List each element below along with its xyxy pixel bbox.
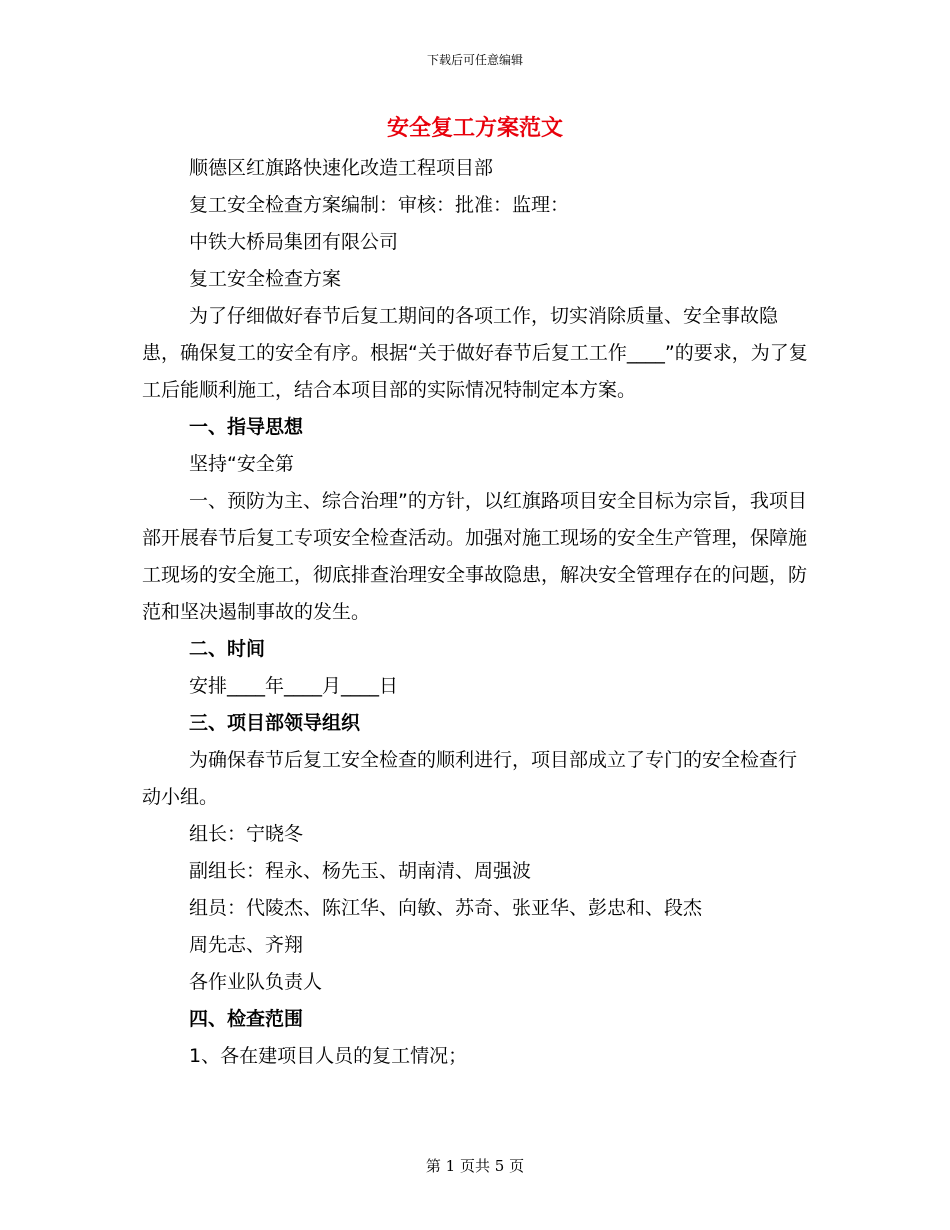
document-body [142,150,810,1075]
paragraph-policy: 一、预防为主、综合治理”的方针，以红旗路项目安全目标为宗旨，我项目部开展春节后复工专项安全检查活动。加强对施工现场的安全生产管理，保障施工现场的安全施工，彻底排查治理安全事故隐患，解决安全管理存在的问题，防范和坚决遏制事故的发生。 [142,490,808,623]
paragraph-schedule: 安排____年____月____日 [189,675,399,697]
paragraph-members: 组员：代陵杰、陈江华、向敏、苏奇、张亚华、彭忠和、段杰 [189,897,703,919]
section-heading-scope: 四、检查范围 [189,1008,304,1030]
paragraph-team-leader: 组长：宁晓冬 [189,823,304,845]
paragraph-members-continued: 周先志、齐翔 [189,934,304,956]
paragraph-intro: 为了仔细做好春节后复工期间的各项工作，切实消除质量、安全事故隐患，确保复工的安全有序。根据“关于做好春节后复工工作____”的要求，为了复工后能顺利施工，结合本项目部的实际情况特制定本方案。 [142,305,808,401]
paragraph-team-heads: 各作业队负责人 [189,971,323,993]
paragraph-scope-item-1: 1、各在建项目人员的复工情况； [189,1045,468,1067]
section-heading-time: 二、时间 [189,638,266,660]
paragraph-company: 中铁大桥局集团有限公司 [189,231,399,253]
paragraph-approval-line: 复工安全检查方案编制：审核：批准：监理： [189,194,570,216]
page-header-note: 下载后可任意编辑 [426,53,523,67]
section-heading-leadership: 三、项目部领导组织 [189,712,361,734]
page-number-footer: 第 1 页共 5 页 [425,1157,525,1175]
paragraph-project-department: 顺德区红旗路快速化改造工程项目部 [189,157,494,179]
paragraph-team-setup: 为确保春节后复工安全检查的顺利进行，项目部成立了专门的安全检查行动小组。 [142,749,798,808]
paragraph-adhere: 坚持“安全第 [189,453,294,475]
document-title: 安全复工方案范文 [386,116,563,141]
section-heading-guiding-thought: 一、指导思想 [189,416,304,438]
paragraph-plan-name: 复工安全检查方案 [189,268,342,290]
paragraph-deputy-leaders: 副组长：程永、杨先玉、胡南清、周强波 [189,860,532,882]
